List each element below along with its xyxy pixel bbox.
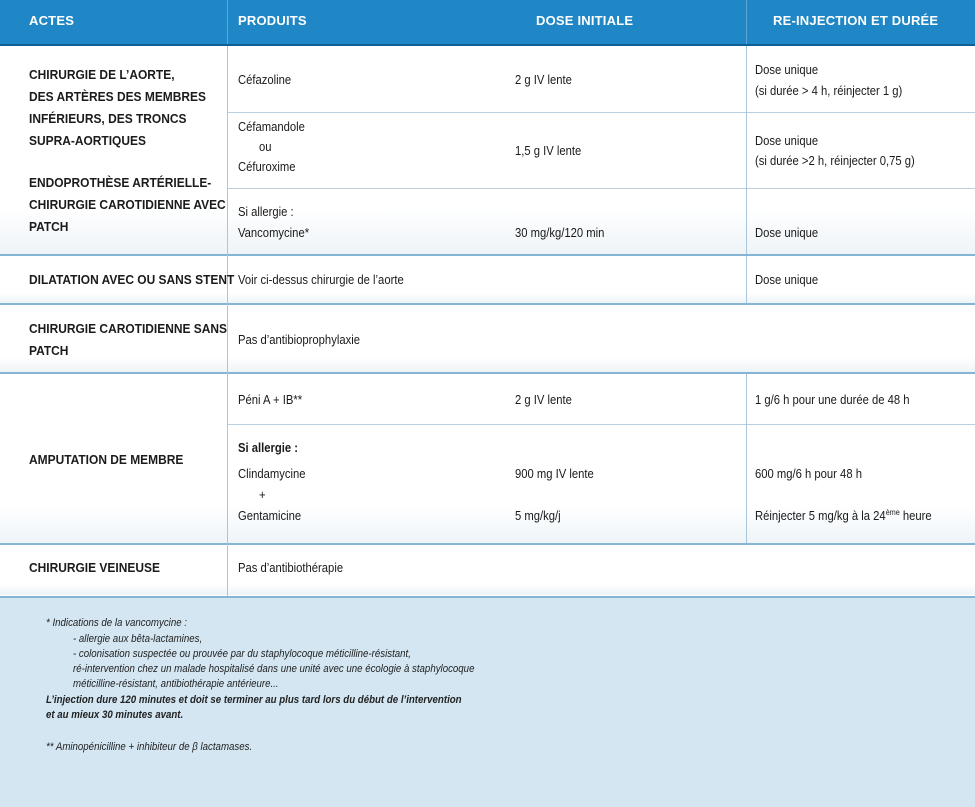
reinj-clindamycine: 600 mg/6 h pour 48 h (755, 467, 862, 481)
produit-si-allergie: Si allergie : (238, 205, 294, 219)
header-actes: ACTES (29, 13, 75, 28)
produit-ou: ou (259, 140, 272, 154)
footnote-aminopenicilline: ** Aminopénicilline + inhibiteur de β lactamases. (46, 741, 253, 753)
acte-carotide: CHIRURGIE CAROTIDIENNE SANS PATCH (29, 321, 228, 358)
dose-clindamycine: 900 mg IV lente (515, 467, 594, 481)
produit-cefazoline: Céfazoline (238, 73, 292, 87)
reinj-cefazoline-1: Dose unique (755, 63, 819, 77)
header-reinjection: RE-INJECTION ET DURÉE (773, 13, 939, 28)
dose-gentamicine: 5 mg/kg/j (515, 509, 561, 523)
table-header (0, 0, 975, 46)
footnote-allergie: - allergie aux bêta-lactamines, (73, 633, 203, 645)
produit-dilatation: Voir ci-dessus chirurgie de l’aorte (238, 273, 404, 287)
dose-peni: 2 g IV lente (515, 393, 572, 407)
reinj-peni: 1 g/6 h pour une durée de 48 h (755, 393, 910, 407)
produit-plus: + (259, 488, 266, 502)
header-produits: PRODUITS (238, 13, 307, 28)
header-dose: DOSE INITIALE (536, 13, 634, 28)
produit-si-allergie-amp: Si allergie : (238, 441, 299, 455)
reinj-cefazoline-2: (si durée > 4 h, réinjecter 1 g) (755, 84, 903, 98)
footnote-injection: L’injection dure 120 minutes et doit se terminer au plus tard lors du début de l’intervention (46, 694, 462, 706)
acte-amputation: AMPUTATION DE MEMBRE (29, 452, 184, 467)
acte-dilatation: DILATATION AVEC OU SANS STENT (29, 272, 235, 287)
reinj-cefamandole-2: (si durée >2 h, réinjecter 0,75 g) (755, 154, 915, 168)
footnote-vanco-title: * Indications de la vancomycine : (46, 617, 187, 629)
reinj-vancomycine: Dose unique (755, 226, 819, 240)
acte-aorte: CHIRURGIE DE L’AORTE, DES ARTÈRES DES MEMBRES INFÉRIEURS, DES TRONCS SUPRA-AORTIQUES (29, 67, 206, 148)
reinj-dilatation: Dose unique (755, 273, 819, 287)
reinj-cefamandole-1: Dose unique (755, 134, 819, 148)
dose-cefazoline: 2 g IV lente (515, 73, 572, 87)
produit-gentamicine: Gentamicine (238, 509, 302, 523)
dose-vancomycine: 30 mg/kg/120 min (515, 226, 605, 240)
produit-vancomycine: Vancomycine* (238, 226, 310, 240)
produit-cefuroxime: Céfuroxime (238, 160, 296, 174)
footnote-meticilline: méticilline-résistant, antibiothérapie antérieure... (73, 678, 279, 690)
footnote-colonisation: - colonisation suspectée ou prouvée par du staphylocoque méticilline-résistant, (73, 648, 411, 660)
acte-veineuse: CHIRURGIE VEINEUSE (29, 560, 160, 575)
reinj-gentamicine: Réinjecter 5 mg/kg à la 24ème heure (755, 507, 932, 523)
footnote-injection-2: et au mieux 30 minutes avant. (46, 709, 184, 721)
acte-endoprothese: ENDOPROTHÈSE ARTÉRIELLE- CHIRURGIE CAROTIDIENNE AVEC PATCH (29, 175, 226, 234)
footnote-reintervention: ré-intervention chez un malade hospitalisé dans une unité avec une écologie à staphylocoque (73, 663, 475, 675)
produit-clindamycine: Clindamycine (238, 467, 306, 481)
produit-veineuse: Pas d’antibiothérapie (238, 561, 344, 575)
dose-cefamandole: 1,5 g IV lente (515, 144, 582, 158)
produit-peni: Péni A + IB** (238, 393, 303, 407)
produit-carotide: Pas d’antibioprophylaxie (238, 333, 360, 347)
produit-cefamandole: Céfamandole (238, 120, 305, 134)
